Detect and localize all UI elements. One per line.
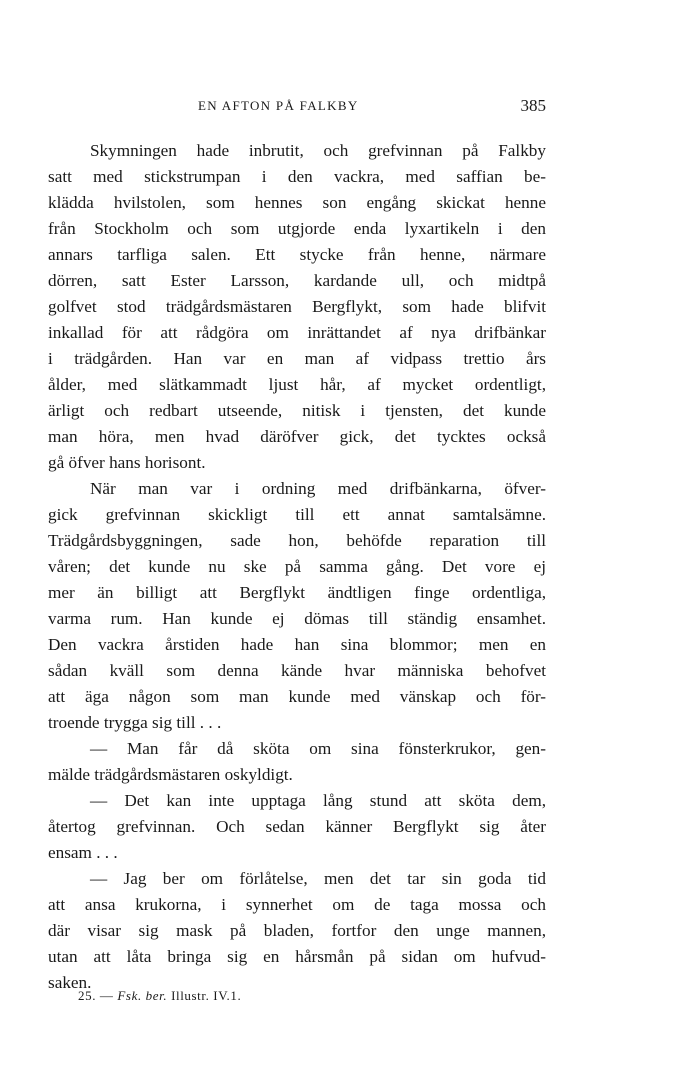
text-line: — Jag ber om förlåtelse, men det tar sin goda tid — [90, 869, 546, 888]
text-line: sådan kväll som denna kände hvar människa behofvet — [48, 661, 546, 680]
text-line: satt med stickstrumpan i den vackra, med saffian be- — [48, 167, 546, 186]
signature-footer — [78, 988, 241, 1004]
text-line: att ansa krukorna, i synnerhet om de taga mossa och — [48, 895, 546, 914]
text-line: klädda hvilstolen, som hennes son engång skickat henne — [48, 193, 546, 212]
volume-label: Illustr. IV.1. — [171, 988, 242, 1003]
text-line: dörren, satt Ester Larsson, kardande ull, och midtpå — [48, 271, 546, 290]
page-number: 385 — [520, 96, 546, 115]
text-line: man höra, men hvad däröfver gick, det tycktes också — [48, 427, 546, 446]
text-line: i trädgården. Han var en man af vidpass trettio års — [48, 349, 546, 368]
text-line: ålder, med slätkammadt ljust hår, af mycket ordentligt, — [48, 375, 546, 394]
body-text — [48, 138, 546, 996]
page-header — [48, 96, 546, 120]
text-line: mer än billigt att Bergflykt ändtligen finge ordentliga, — [48, 583, 546, 602]
text-line: ärligt och redbart utseende, nitisk i tjensten, det kunde — [48, 401, 546, 420]
sheet-number: 25. — [78, 988, 97, 1003]
text-line: Trädgårdsbyggningen, sade hon, behöfde reparation till — [48, 531, 546, 550]
text-line: återtog grefvinnan. Och sedan känner Bergflykt sig åter — [48, 817, 546, 836]
text-line: Skymningen hade inbrutit, och grefvinnan på Falkby — [90, 141, 546, 160]
text-line: — Det kan inte upptaga lång stund att sköta dem, — [90, 791, 546, 810]
text-line: där visar sig mask på bladen, fortfor den unge mannen, — [48, 921, 546, 940]
text-line: annars tarfliga salen. Ett stycke från henne, närmare — [48, 245, 546, 264]
text-line: från Stockholm och som utgjorde enda lyxartikeln i den — [48, 219, 546, 238]
text-line: mälde trädgårdsmästaren oskyldigt. — [48, 765, 293, 784]
text-line: gick grefvinnan skickligt till ett annat samtalsämne. — [48, 505, 546, 524]
text-line: troende trygga sig till . . . — [48, 713, 222, 732]
text-line: golfvet stod trädgårdsmästaren Bergflykt, som hade blifvit — [48, 297, 546, 316]
text-line: gå öfver hans horisont. — [48, 453, 206, 472]
text-line: Den vackra årstiden hade han sina blommor; men en — [48, 635, 546, 654]
text-line: — Man får då sköta om sina fönsterkrukor, gen- — [90, 739, 546, 758]
text-line: våren; det kunde nu ske på samma gång. Det vore ej — [48, 557, 546, 576]
text-line: att äga någon som man kunde med vänskap och för- — [48, 687, 546, 706]
footer-dash: — — [99, 988, 114, 1003]
text-line: När man var i ordning med drifbänkarna, öfver- — [90, 479, 546, 498]
series-abbreviation: Fsk. ber. — [117, 988, 168, 1003]
running-title: EN AFTON PÅ FALKBY — [198, 98, 359, 113]
text-line: varma rum. Han kunde ej dömas till ständig ensamhet. — [48, 609, 546, 628]
text-line: ensam . . . — [48, 843, 118, 862]
text-line: utan att låta bringa sig en hårsmån på sidan om hufvud- — [48, 947, 546, 966]
text-line: saken. — [48, 973, 92, 992]
text-line: inkallad för att rådgöra om inrättandet af nya drifbänkar — [48, 323, 546, 342]
